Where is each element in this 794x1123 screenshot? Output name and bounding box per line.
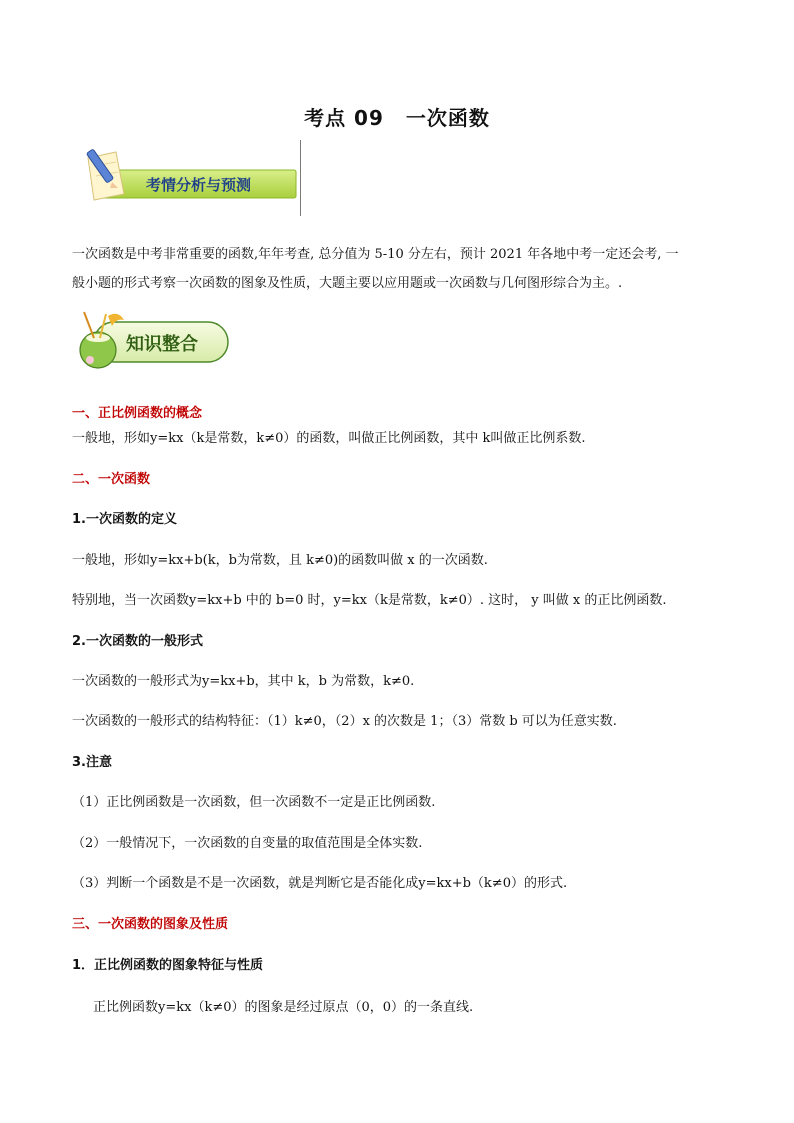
section-2-para-4: 一次函数的一般形式的结构特征：（1）k≠0，（2）x 的次数是 1；（3）常数 b 可以为任意实数. bbox=[72, 714, 617, 729]
note-1: （1）正比例函数是一次函数，但一次函数不一定是正比例函数. bbox=[72, 795, 436, 810]
section-3-sub-1: 1．正比例函数的图象特征与性质 bbox=[72, 958, 264, 973]
intro-paragraph bbox=[72, 240, 722, 298]
section-2-sub-2: 2.一次函数的一般形式 bbox=[72, 634, 203, 649]
page-title bbox=[0, 102, 794, 131]
intro-line-1: 一次函数是中考非常重要的函数,年年考查, 总分值为 5-10 分左右，预计 2021 年各地中考一定还会考, 一 bbox=[72, 247, 679, 262]
section-2-sub-1: 1.一次函数的定义 bbox=[72, 512, 177, 527]
section-3-para-1: 正比例函数y=kx（k≠0）的图象是经过原点（0，0）的一条直线. bbox=[93, 1000, 474, 1015]
banner-divider bbox=[300, 140, 301, 216]
knowledge-label: 知识整合 bbox=[126, 334, 198, 355]
section-1-text: 一般地，形如y=kx（k是常数，k≠0）的函数，叫做正比例函数，其中 k叫做正比例系数. bbox=[72, 431, 586, 446]
note-3: （3）判断一个函数是不是一次函数，就是判断它是否能化成y=kx+b（k≠0）的形式. bbox=[72, 876, 568, 891]
section-2-sub-3: 3.注意 bbox=[72, 755, 112, 770]
section-3-heading: 三、一次函数的图象及性质 bbox=[72, 917, 229, 932]
section-2-para-1: 一般地，形如y=kx+b(k，b为常数，且 k≠0)的函数叫做 x 的一次函数. bbox=[72, 553, 488, 568]
title-number: 考点 09 bbox=[304, 106, 384, 130]
note-2: （2）一般情况下，一次函数的自变量的取值范围是全体实数. bbox=[72, 836, 423, 851]
knowledge-banner bbox=[72, 308, 232, 370]
section-1-heading: 一、正比例函数的概念 bbox=[72, 406, 203, 421]
exam-analysis-label: 考情分析与预测 bbox=[146, 176, 252, 194]
section-2-heading: 二、一次函数 bbox=[72, 472, 151, 487]
pencil-paper-icon bbox=[86, 149, 124, 200]
exam-analysis-banner bbox=[82, 148, 300, 208]
intro-line-2: 般小题的形式考察一次函数的图象及性质，大题主要以应用题或一次函数与几何图形综合为主。. bbox=[72, 276, 623, 291]
title-topic: 一次函数 bbox=[405, 106, 490, 130]
section-2-para-3: 一次函数的一般形式为y=kx+b，其中 k，b 为常数，k≠0. bbox=[72, 674, 415, 689]
section-2-para-2: 特别地，当一次函数y=kx+b 中的 b=0 时，y=kx（k是常数，k≠0）. 这时， y 叫做 x 的正比例函数. bbox=[72, 593, 667, 608]
